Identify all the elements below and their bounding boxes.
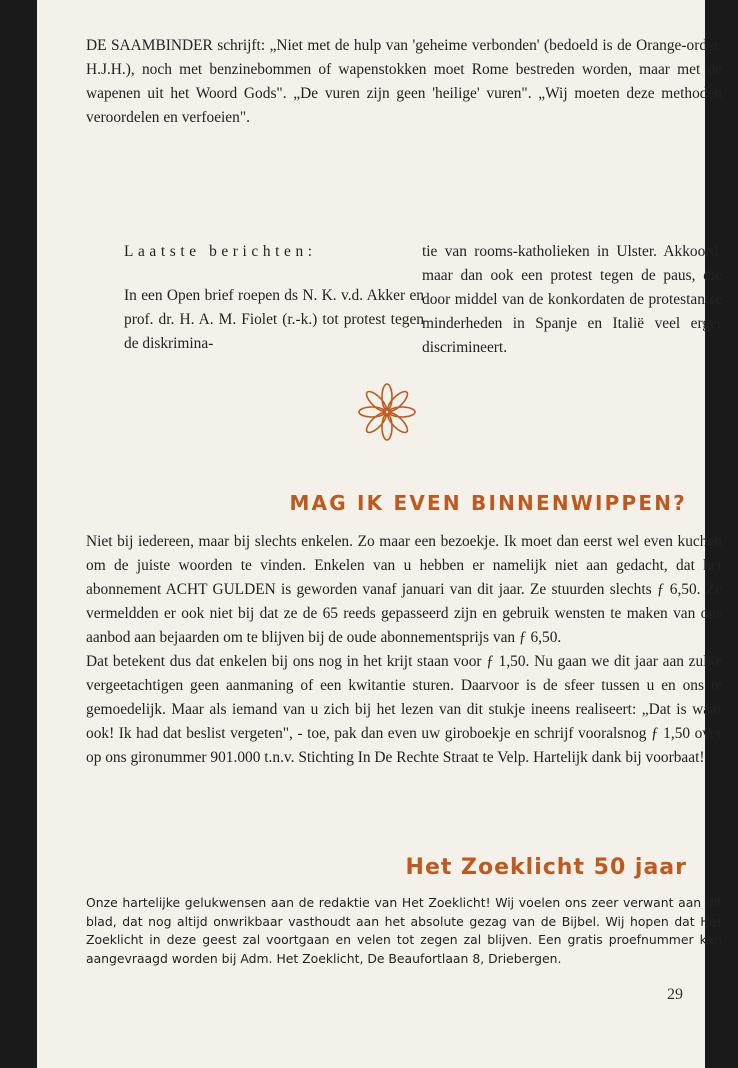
flower-ornament-icon	[355, 380, 419, 444]
binnenwippen-paragraph-2: Dat betekent dus dat enkelen bij ons nog in het krijt staan voor ƒ 1,50. Nu gaan we dit jaar aan zulke vergeetachtigen geen aanmaning of een kwitantie sturen. Daarvoor is de sfeer tussen u en ons te gemoedelijk. Maar als iemand van u zich bij het lezen van dit stukje ineens realiseert: „Dat is waar ook! Ik had dat beslist vergeten", - toe, pak dan even uw giroboekje en schrijf vooralsnog ƒ 1,50 over op ons gironummer 901.000 t.n.v. Stichting In De Rechte Straat te Velp. Hartelijk dank bij voorbaat!	[86, 653, 722, 766]
zoeklicht-heading: Het Zoeklicht 50 jaar	[405, 855, 687, 880]
intro-paragraph: DE SAAMBINDER schrijft: „Niet met de hulp van 'geheime verbonden' (bedoeld is de Orange-order. H.J.H.), noch met benzinebommen of wapenstokken moet Rome bestreden worden, maar met de wapenen uit het Woord Gods". „De vuren zijn geen 'heilige' vuren". „Wij moeten deze methoden veroordelen en verfoeien".	[86, 37, 722, 126]
left-column	[124, 240, 424, 356]
left-column-text: In een Open brief roepen ds N. K. v.d. Akker en prof. dr. H. A. M. Fiolet (r.-k.) tot protest tegen de diskrimina-	[124, 287, 424, 352]
zoeklicht-paragraph: Onze hartelijke gelukwensen aan de redaktie van Het Zoeklicht! Wij voelen ons zeer verwant aan dit blad, dat nog altijd onwrikbaar vasthoudt aan het absolute gezag van de Bijbel. Wij hopen dat Het Zoeklicht in deze geest zal voortgaan en velen tot zegen zal blijven. Een gratis proefnummer kan aangevraagd worden bij Adm. Het Zoeklicht, De Beaufortlaan 8, Driebergen.	[86, 895, 722, 966]
laatste-berichten-heading: Laatste berichten:	[124, 243, 317, 260]
binnenwippen-body	[86, 530, 722, 770]
binnenwippen-paragraph-1: Niet bij iedereen, maar bij slechts enkelen. Zo maar een bezoekje. Ik moet dan eerst wel even kuchen om de juiste woorden te vinden. Enkelen van u hebben er namelijk niet aan gedacht, dat het abonnement ACHT GULDEN is geworden vanaf januari van dit jaar. Ze stuurden slechts ƒ 6,50. Ze vermeldden er ook niet bij dat ze de 65 reeds gepasseerd zijn en gebruik wensten te maken van ons aanbod aan bejaarden om te blijven bij de oude abonnementsprijs van ƒ 6,50.	[86, 533, 722, 646]
page	[37, 0, 722, 1068]
page-number: 29	[667, 986, 683, 1003]
binnenwippen-heading: MAG IK EVEN BINNENWIPPEN?	[289, 491, 687, 515]
right-column-text: tie van rooms-katholieken in Ulster. Akkoord, maar dan ook een protest tegen de paus, die door middel van de konkordaten de protestantse minderheden in Spanje en Italië veel erger discrimineert.	[422, 243, 722, 356]
